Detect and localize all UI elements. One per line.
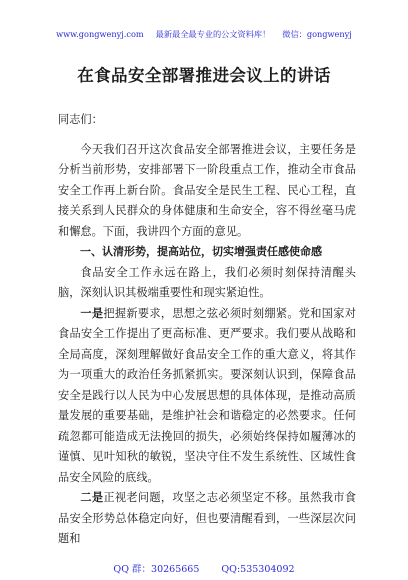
document-body	[58, 110, 356, 550]
document-title: 在食品安全部署推进会议上的讲话	[77, 66, 331, 85]
point-2-lead: 二是	[80, 491, 104, 504]
point-2-text: 正视老问题，攻坚之志必须坚定不移。虽然我市食品安全形势总体稳定向好，但也要清醒看到，一些深层次问题和	[58, 491, 356, 545]
footer-qq-group: QQ 群：30265665	[113, 564, 200, 575]
paragraph-section1-intro: 食品安全工作永远在路上，我们必须时刻保持清醒头脑，深刻认识其极端重要性和现实紧迫性。	[58, 265, 356, 299]
section-heading-1: 一、认清形势，提高站位，切实增强责任感使命感	[80, 245, 322, 258]
header-website-link[interactable]: www.gongwenyj.com	[56, 29, 144, 39]
page-footer	[0, 561, 408, 575]
salutation: 同志们：	[58, 113, 103, 126]
page-header	[0, 29, 408, 40]
paragraph-point-1	[58, 304, 356, 489]
header-slogan: 最新最全最专业的公文资料库！	[155, 29, 271, 39]
point-1-lead: 一是	[80, 306, 104, 320]
footer-qq: QQ:535304092	[221, 564, 295, 575]
paragraph-intro: 今天我们召开这次食品安全部署推进会议，主要任务是分析当前形势，安排部署下一阶段重点工作，推动全市食品安全工作再上新台阶。食品安全是民生工程、民心工程，直接关系到人民群众的身体健康和生命安全，容不得丝毫马虎和懈怠。下面，我讲四个方面的意见。	[58, 142, 356, 238]
header-wechat: 微信：gongwenyj	[282, 29, 352, 39]
point-1-text: 把握新要求，思想之弦必须时刻绷紧。党和国家对食品安全工作提出了更高标准、更严要求。我们要从战略和全局高度，深刻理解做好食品安全工作的重大意义，将其作为一项重大的政治任务抓紧抓实。要深刻认识到，保障食品安全是践行以人民为中心发展思想的具体体现，是推动高质量发展的重要基础，是维护社会和谐稳定的必然要求。任何疏忽都可能造成无法挽回的损失，必须始终保持如履薄冰的谨慎、见叶知秋的敏锐，坚决守住不发生系统性、区域性食品安全风险的底线。	[58, 306, 356, 484]
paragraph-point-2	[58, 488, 356, 550]
